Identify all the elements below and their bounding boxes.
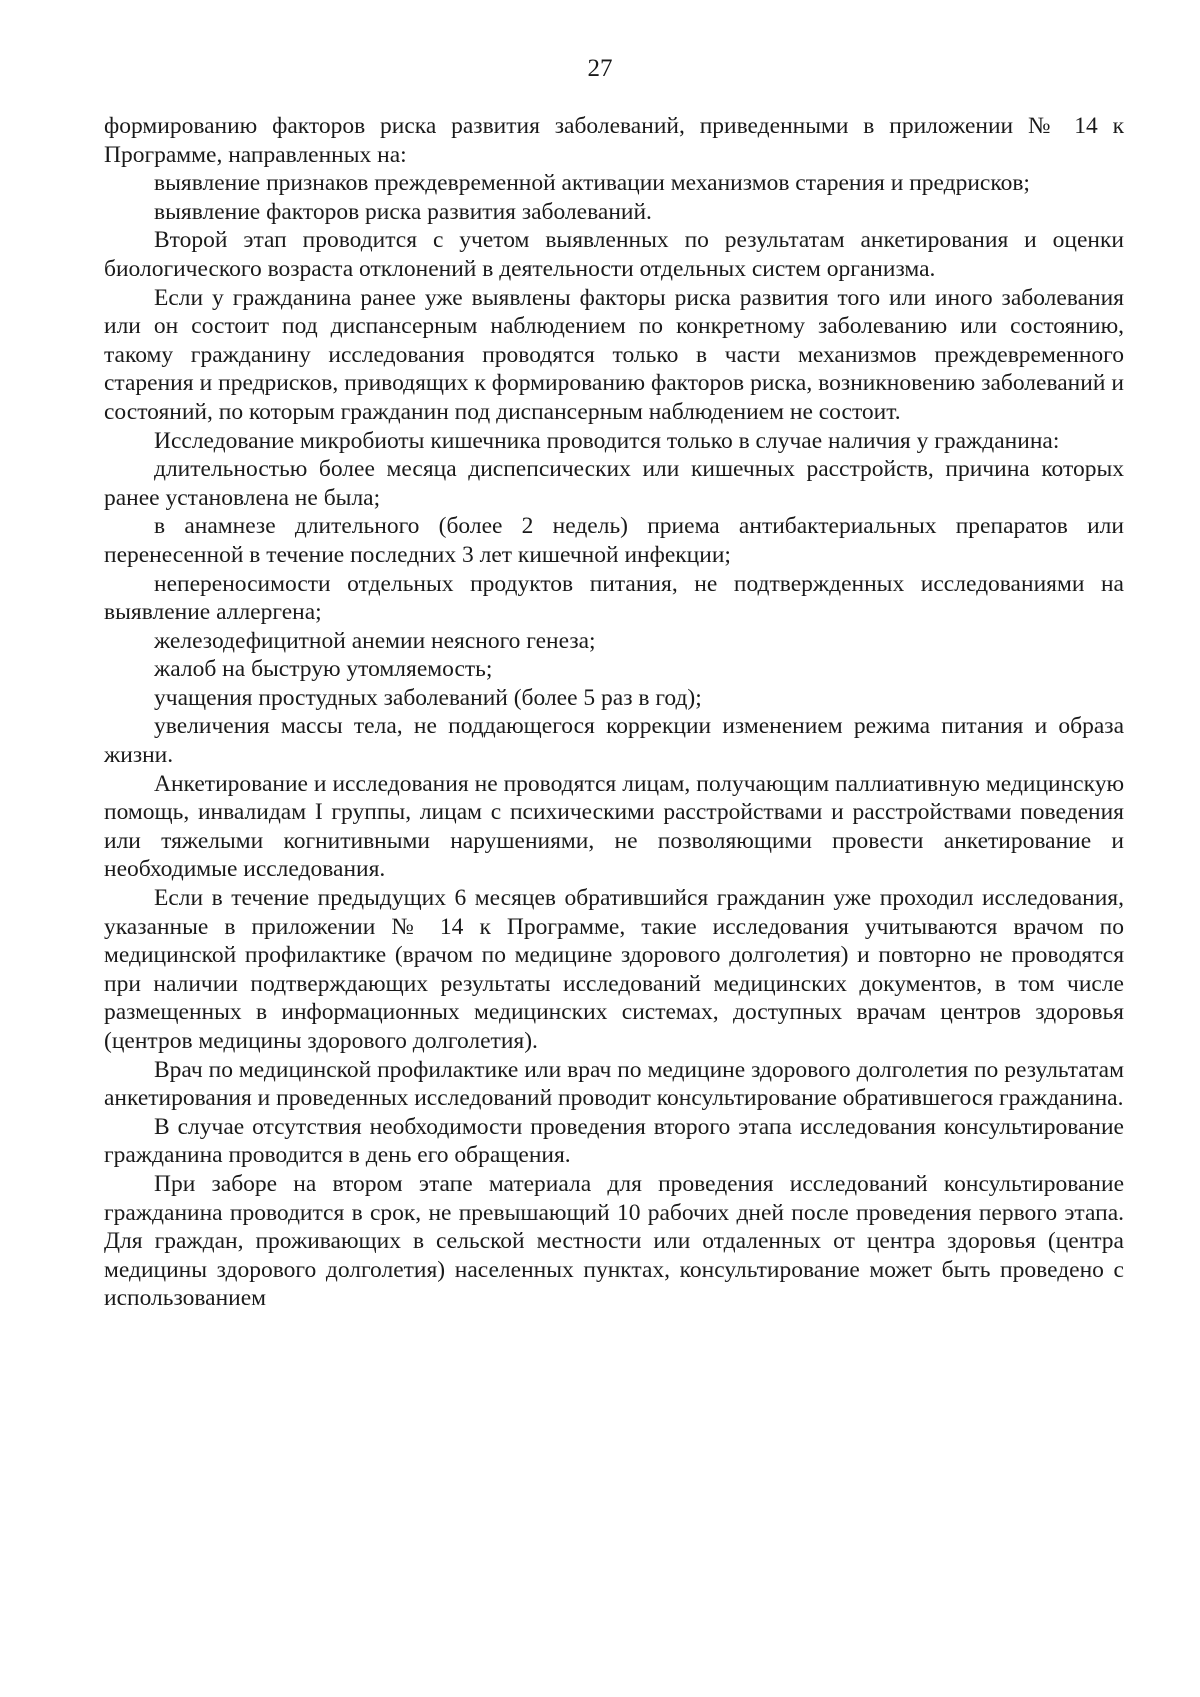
paragraph: учащения простудных заболеваний (более 5 раз в год);: [154, 684, 702, 711]
paragraph: Второй этап проводится с учетом выявленных по результатам анкетирования и оценки биологического возраста отклонений в деятельности отдельных систем организма.: [104, 227, 1124, 282]
paragraph: Если у гражданина ранее уже выявлены факторы риска развития того или иного заболевания или он состоит под диспансерным наблюдением по конкретному заболеванию или состоянию, такому гражданину исследования проводятся только в части механизмов преждевременного старения и предрисков, приводящих к формированию факторов риска, возникновению заболеваний и состояний, по которым гражданин под диспансерным наблюдением не состоит.: [104, 284, 1124, 425]
paragraph: длительностью более месяца диспепсических или кишечных расстройств, причина которых ранее установлена не была;: [104, 456, 1124, 511]
paragraph: Анкетирование и исследования не проводятся лицам, получающим паллиативную медицинскую помощь, инвалидам I группы, лицам с психическими расстройствами и расстройствами поведения или тяжелыми когнитивными нарушениями, не позволяющими провести анкетирование и необходимые исследования.: [104, 770, 1124, 883]
paragraph: Если в течение предыдущих 6 месяцев обратившийся гражданин уже проходил исследования, указанные в приложении № 14 к Программе, такие исследования учитываются врачом по медицинской профилактике (врачом по медицине здорового долголетия) и повторно не проводятся при наличии подтверждающих результаты исследований медицинских документов, в том числе размещенных в информационных медицинских системах, доступных врачам центров здоровья (центров медицины здорового долголетия).: [104, 885, 1124, 1054]
paragraph: жалоб на быструю утомляемость;: [154, 656, 493, 683]
paragraph: в анамнезе длительного (более 2 недель) приема антибактериальных препаратов или перенесенной в течение последних 3 лет кишечной инфекции;: [104, 513, 1124, 568]
paragraph: Исследование микробиоты кишечника проводится только в случае наличия у гражданина:: [154, 427, 1060, 454]
paragraph: выявление факторов риска развития заболеваний.: [154, 198, 652, 225]
paragraph: увеличения массы тела, не поддающегося коррекции изменением режима питания и образа жизни.: [104, 713, 1124, 769]
paragraph: непереносимости отдельных продуктов питания, не подтвержденных исследованиями на выявление аллергена;: [104, 570, 1124, 626]
paragraph: формированию факторов риска развития заболеваний, приведенными в приложении № 14 к Программе, направленных на:: [104, 113, 1124, 168]
page-number: 27: [587, 55, 613, 82]
paragraph: В случае отсутствия необходимости проведения второго этапа исследования консультирование гражданина проводится в день его обращения.: [104, 1113, 1124, 1169]
paragraph: Врач по медицинской профилактике или врач по медицине здорового долголетия по результатам анкетирования и проведенных исследований проводит консультирование обратившегося гражданина.: [104, 1056, 1124, 1112]
document-body: [104, 112, 1124, 1313]
paragraph: выявление признаков преждевременной активации механизмов старения и предрисков;: [154, 170, 1030, 197]
paragraph: При заборе на втором этапе материала для проведения исследований консультирование гражданина проводится в срок, не превышающий 10 рабочих дней после проведения первого этапа. Для граждан, проживающих в сельской местности или отдаленных от центра здоровья (центра медицины здорового долголетия) населенных пунктах, консультирование может быть проведено с использованием: [104, 1170, 1124, 1312]
paragraph: железодефицитной анемии неясного генеза;: [154, 627, 596, 654]
